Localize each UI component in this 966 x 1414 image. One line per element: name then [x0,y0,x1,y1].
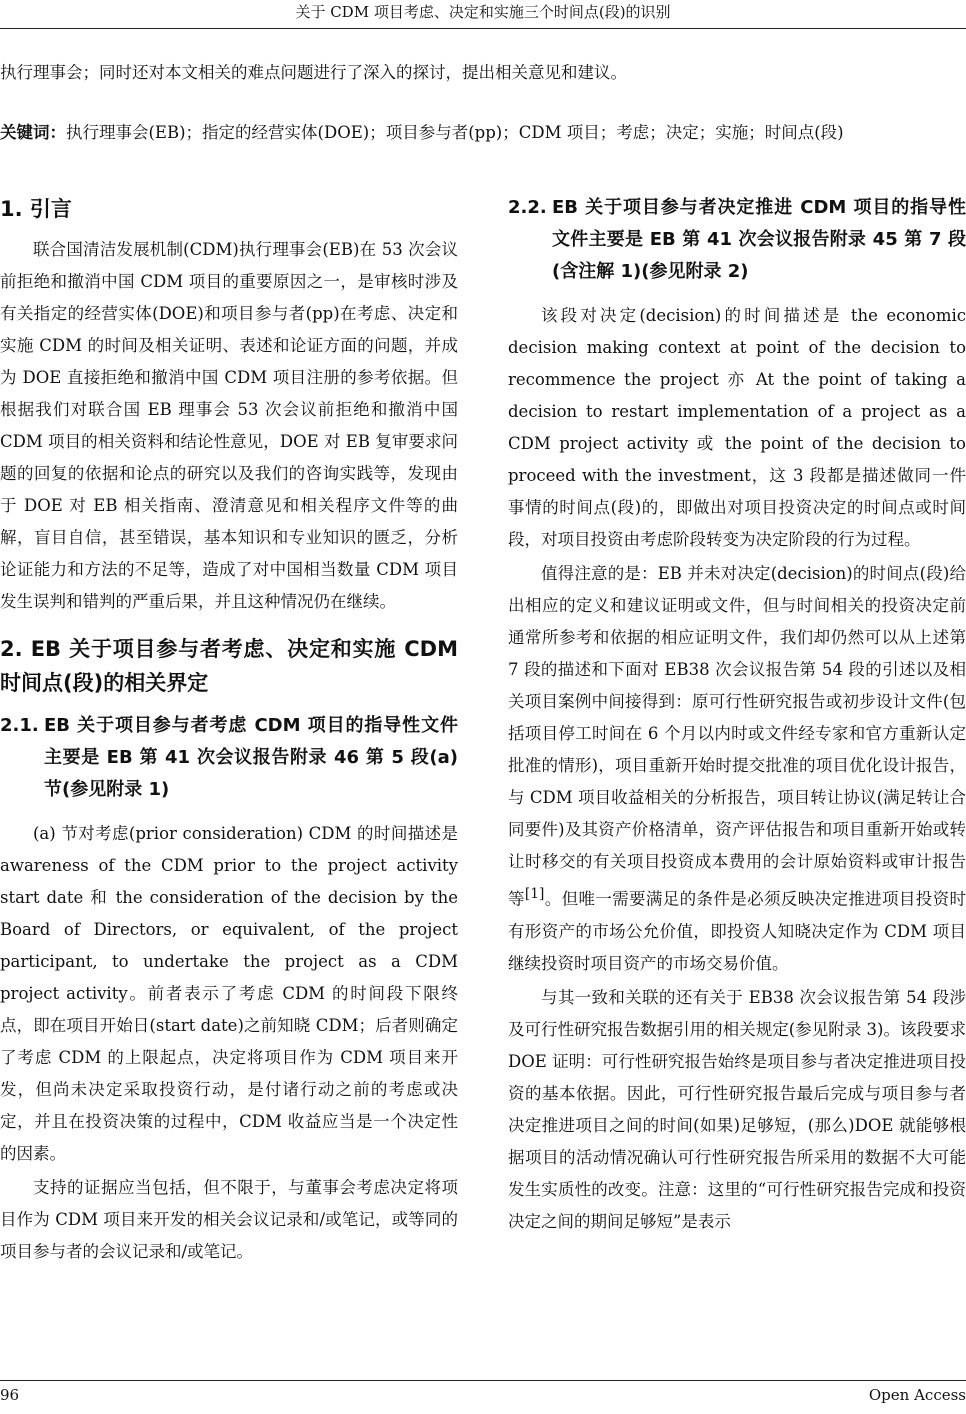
section-2-2-heading [508,192,966,288]
section-2-1-paragraph-2: 支持的证据应当包括，但不限于，与董事会考虑决定将项目作为 CDM 项目来开发的相关会议记录和/或笔记，或等同的项目参与者的会议记录和/或笔记。 [0,1178,458,1261]
section-2-title: 2. EB 关于项目参与者考虑、决定和实施 CDM 时间点(段)的相关界定 [0,637,458,695]
keywords [0,116,966,150]
page-footer [0,1380,966,1409]
paragraph-2-text-b: 。但唯一需要满足的条件是必须反映决定推进项目投资时有形资产的市场公允价值，即投资人知晓决定作为 CDM 项目继续投资时项目资产的市场交易价值。 [508,889,966,973]
left-column [0,192,458,1270]
publisher-label: Open Access [868,1386,966,1404]
keywords-label: 关键词： [0,123,66,142]
section-2-2-paragraph-3: 与其一致和关联的还有关于 EB38 次会议报告第 54 段涉及可行性研究报告数据引用的相关规定(参见附录 3)。该段要求 DOE 证明：可行性研究报告始终是项目参与者决定推进项目投资的基本依据。因此，可行性研究报告最后完成与项目参与者决定推进项目之间的时间(如果)足够短，(那么)DOE 就能够根据项目的活动情况确认可行性研究报告所采用的数据不大可能发生实质性的改变。注意：这里的“可行性研究报告完成和投资决定之间的期间足够短”是表示 [508,987,966,1231]
abstract-tail: 执行理事会；同时还对本文相关的难点问题进行了深入的探讨，提出相关意见和建议。 [0,63,627,82]
section-1-paragraph: 联合国清洁发展机制(CDM)执行理事会(EB)在 53 次会议前拒绝和撤消中国 CDM 项目的重要原因之一，是审核时涉及有关指定的经营实体(DOE)和项目参与者(pp)在考虑、决定和实施 CDM 的时间及相关证明、表述和论证方面的问题，并成为 DOE 直接拒绝和撤消中国 CDM 项目注册的参考依据。但根据我们对联合国 EB 理事会 53 次会议前拒绝和撤消中国 CDM 项目的相关资料和结论性意见，DOE 对 EB 复审要求问题的回复的依据和论点的研究以及我们的咨询实践等，发现由于 DOE 对 EB 相关指南、澄清意见和相关程序文件等的曲解，盲目自信，甚至错误，基本知识和专业知识的匮乏，分析论证能力和方法的不足等，造成了对中国相当数量 CDM 项目发生误判和错判的严重后果，并且这种情况仍在继续。 [0,240,458,611]
citation-ref[interactable]: [1] [524,886,545,902]
section-2-1-number: 2.1. [0,715,39,736]
section-1-title: 1. 引言 [0,197,72,221]
keywords-text: 执行理事会(EB)；指定的经营实体(DOE)；项目参与者(pp)；CDM 项目；考虑；决定；实施；时间点(段) [66,123,844,142]
section-2-2-paragraph-1: 该段对决定(decision)的时间描述是 the economic decision making context at point of the decision to recommence the project 亦 At the point of taking a decision to restart implementation of a project as a CDM project activity 或 the point of the decision to proceed with the investment，这 3 段都是描述做同一件事情的时间点(段)的，即做出对项目投资决定的时间点或时间段，对项目投资由考虑阶段转变为决定阶段的行为过程。 [508,306,966,549]
section-2-1-paragraph-1: (a) 节对考虑(prior consideration) CDM 的时间描述是 awareness of the CDM prior to the project activity start date 和 the consideration of the decision by the Board of Directors, or equivalent, of the project participant, to undertake the project as a CDM project activity。前者表示了考虑 CDM 的时间段下限终点，即在项目开始日(start date)之前知晓 CDM；后者则确定了考虑 CDM 的上限起点，决定将项目作为 CDM 项目来开发，但尚未决定采取投资行动，是付诸行动之前的考虑或决定，并且在投资决策的过程中，CDM 收益应当是一个决定性的因素。 [0,824,458,1163]
section-2-1-title: EB 关于项目参与者考虑 CDM 项目的指导性文件主要是 EB 第 41 次会议报告附录 46 第 5 段(a)节(参见附录 1) [44,715,458,800]
running-header [0,0,966,29]
section-2-2-number: 2.2. [508,197,547,218]
section-2-1-heading [0,710,458,806]
page-number: 96 [0,1386,20,1404]
paragraph-2-text-a: 值得注意的是：EB 并未对决定(decision)的时间点(段)给出相应的定义和建议证明或文件，但与时间相关的投资决定前通常所参考和依据的相应证明文件，我们却仍然可以从上述第 7 段的描述和下面对 EB38 次会议报告第 54 段的引述以及相关项目案例中间接得到：原可行性研究报告或初步设计文件(包括项目停工时间在 6 个月以内时或文件经专家和官方重新认定批准的情形)，项目重新开始时提交批准的项目优化设计报告，与 CDM 项目收益相关的分析报告，项目转让协议(满足转让合同要件)及其资产价格清单，资产评估报告和项目重新开始或转让时移交的有关项目投资成本费用的会计原始资料或审计报告等 [508,564,966,909]
section-2-2-paragraph-2 [508,558,966,980]
running-title: 关于 CDM 项目考虑、决定和实施三个时间点(段)的识别 [295,3,671,21]
right-column [508,192,966,1240]
section-2-2-title: EB 关于项目参与者决定推进 CDM 项目的指导性文件主要是 EB 第 41 次会议报告附录 45 第 7 段(含注解 1)(参见附录 2) [552,197,966,282]
